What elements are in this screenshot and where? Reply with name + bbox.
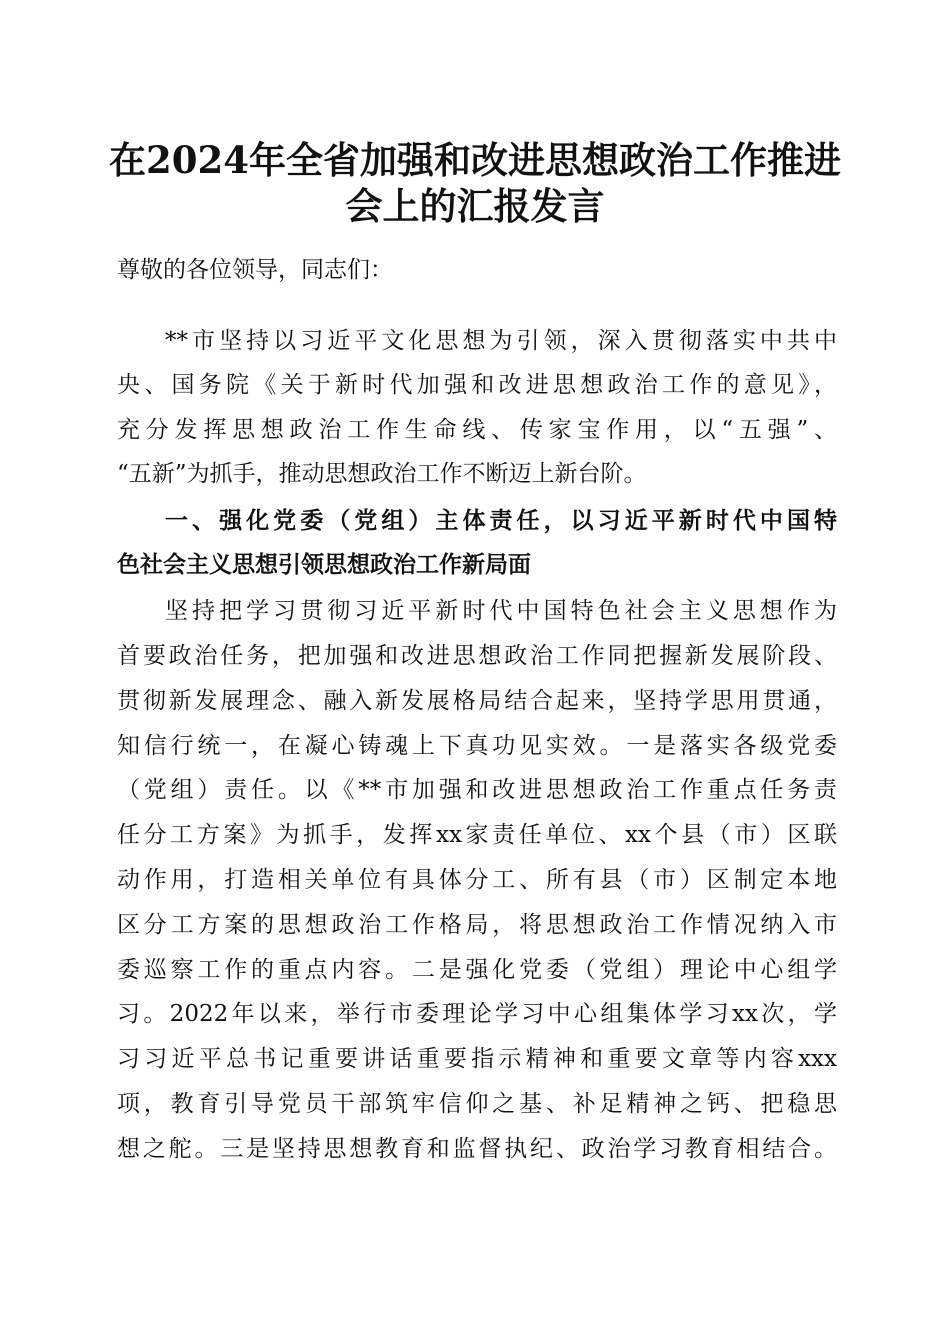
section-1-body-line: 首要政治任务，把加强和改进思想政治工作同把握新发展阶段、 — [117, 643, 837, 669]
document-title-line-2: 会上的汇报发言 — [345, 184, 605, 228]
section-1-heading-line: 一、强化党委（党组）主体责任，以习近平新时代中国特 — [165, 508, 837, 534]
section-1-body-line: 委巡察工作的重点内容。二是强化党委（党组）理论中心组学 — [117, 957, 837, 983]
intro-line: 央、国务院《关于新时代加强和改进思想政治工作的意见》， — [117, 372, 837, 398]
section-1-body-line: 想之舵。三是坚持思想教育和监督执纪、政治学习教育相结合。 — [117, 1136, 837, 1162]
section-1-body-line: 贯彻新发展理念、融入新发展格局结合起来，坚持学思用贯通， — [117, 688, 837, 714]
section-1-body-line: 项，教育引导党员干部筑牢信仰之基、补足精神之钙、把稳思 — [117, 1091, 837, 1117]
section-1-body-line: 知信行统一，在凝心铸魂上下真功见实效。一是落实各级党委 — [117, 733, 837, 759]
section-1-heading-line: 色社会主义思想引领思想政治工作新局面 — [117, 552, 531, 578]
section-1-body-line: 任分工方案》为抓手，发挥xx家责任单位、xx个县（市）区联 — [117, 822, 837, 848]
intro-line: **市坚持以习近平文化思想为引领，深入贯彻落实中共中 — [165, 328, 837, 354]
section-1-body-line: 习。2022年以来，举行市委理论学习中心组集体学习xx次，学 — [117, 1001, 837, 1027]
section-1-body-line: 区分工方案的思想政治工作格局，将思想政治工作情况纳入市 — [117, 912, 837, 938]
section-1-body-line: 坚持把学习贯彻习近平新时代中国特色社会主义思想作为 — [165, 598, 837, 624]
section-1-body-line: 动作用，打造相关单位有具体分工、所有县（市）区制定本地 — [117, 867, 837, 893]
salutation: 尊敬的各位领导，同志们： — [117, 257, 393, 283]
document-title-line-1: 在2024年全省加强和改进思想政治工作推进 — [109, 138, 841, 182]
section-1-body-line: （党组）责任。以《**市加强和改进思想政治工作重点任务责 — [117, 777, 837, 803]
intro-line: “五新”为抓手，推动思想政治工作不断迈上新台阶。 — [117, 461, 647, 487]
intro-line: 充分发挥思想政治工作生命线、传家宝作用，以“五强”、 — [117, 417, 837, 443]
section-1-body-line: 习习近平总书记重要讲话重要指示精神和重要文章等内容xxx — [117, 1046, 837, 1072]
